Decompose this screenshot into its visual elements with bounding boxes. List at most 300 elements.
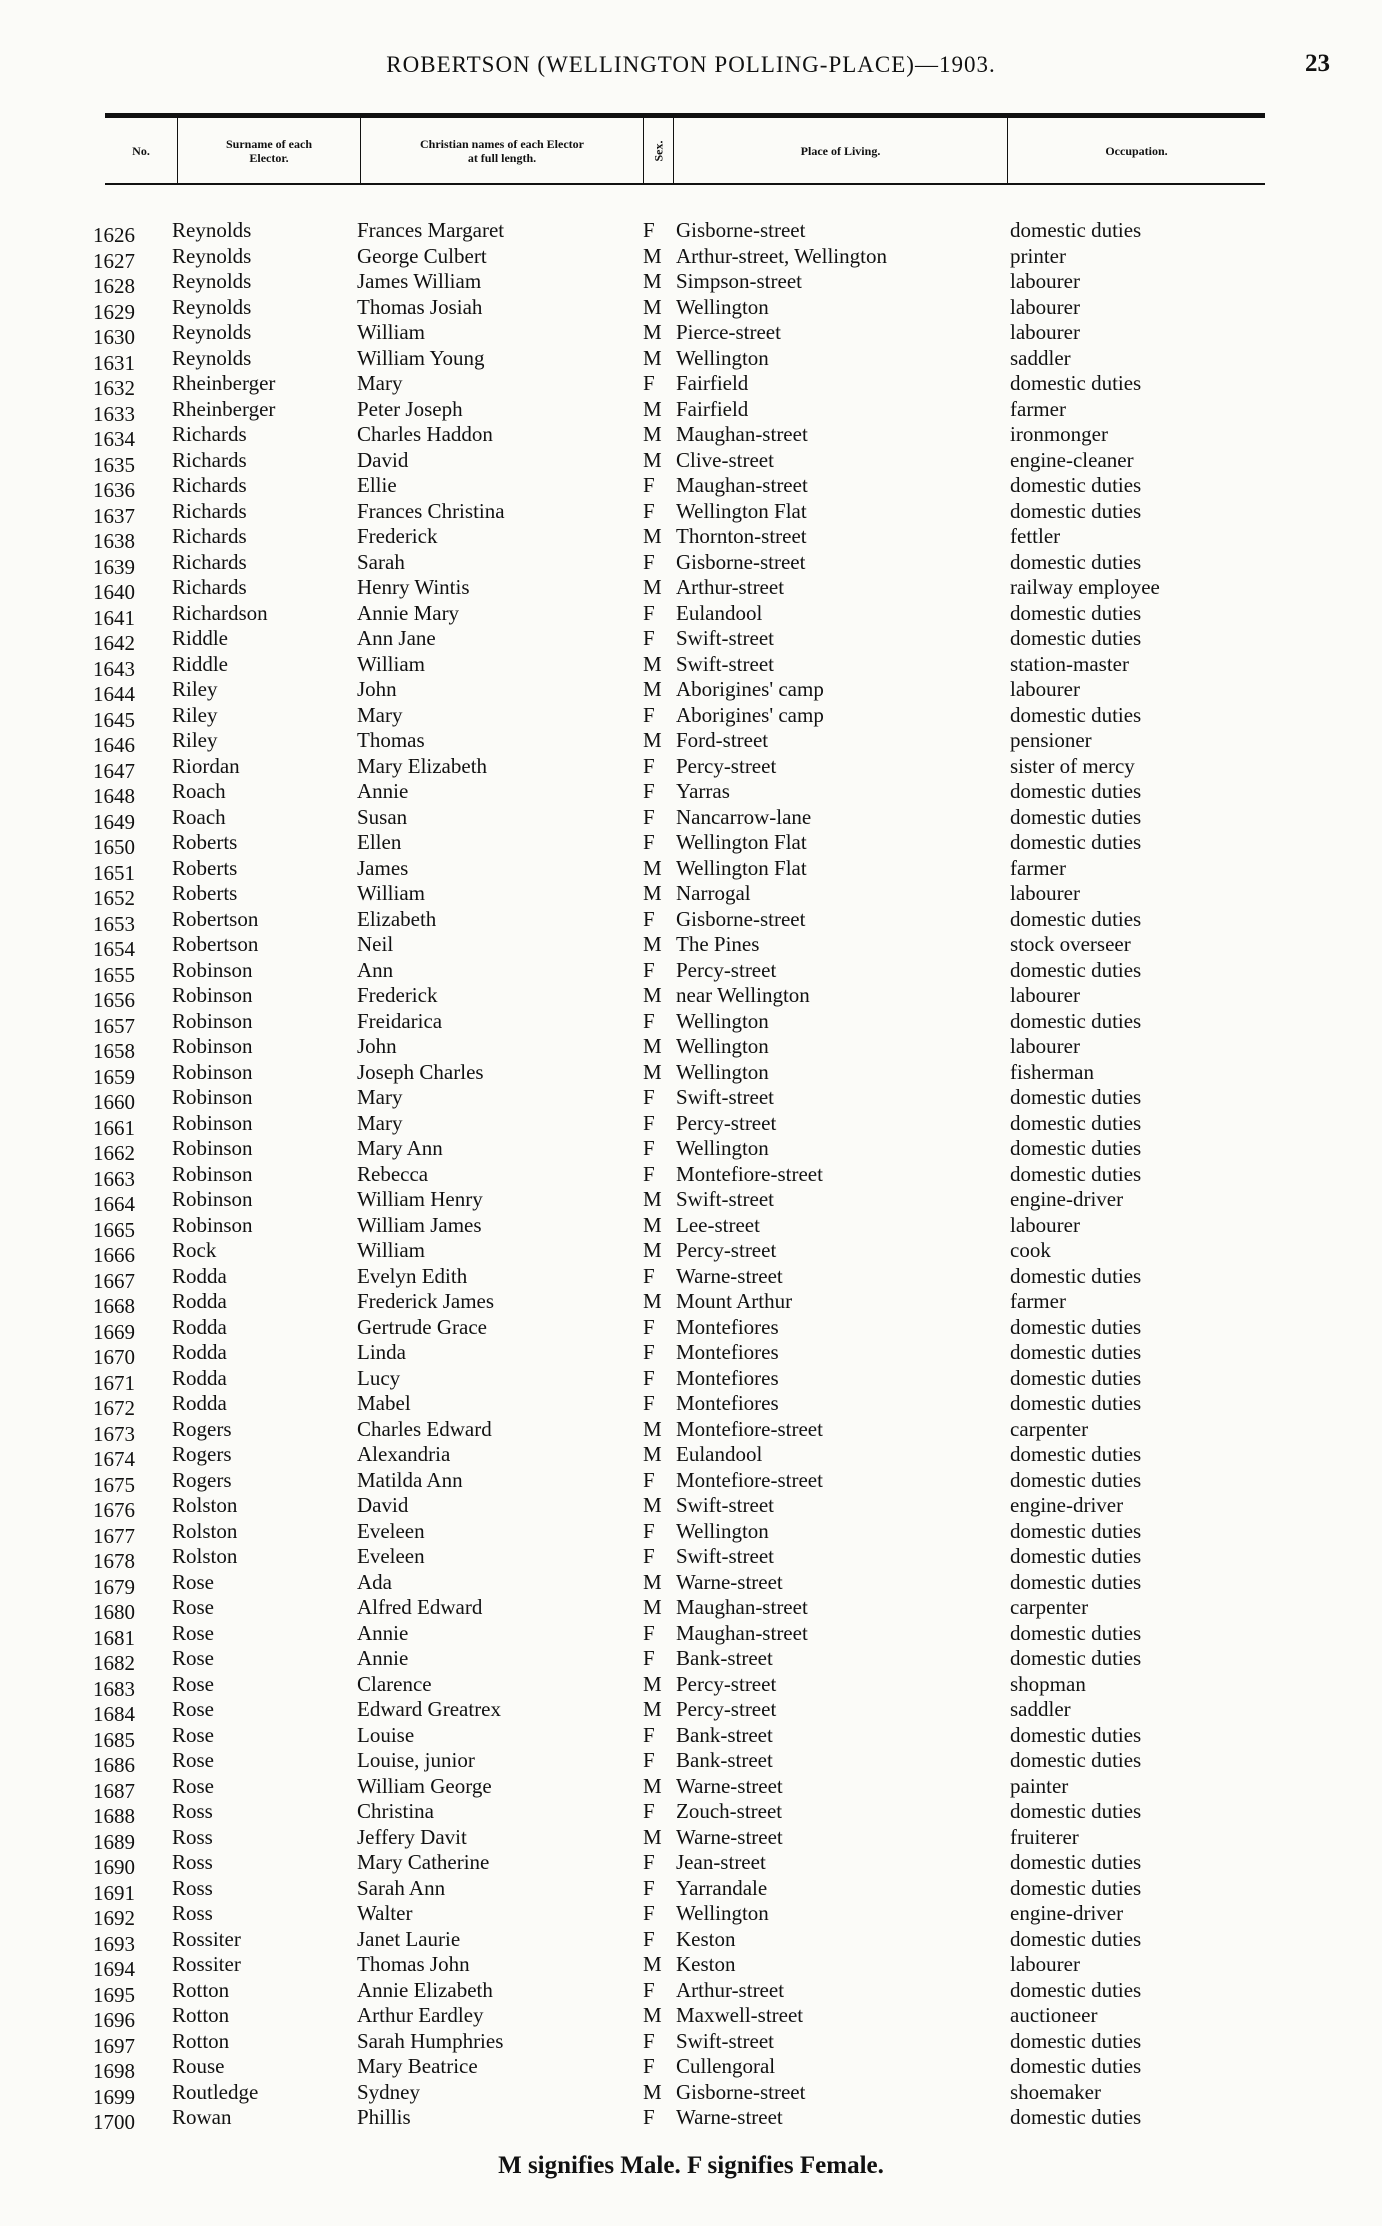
christian-names-cell: James William	[357, 269, 482, 293]
place-of-living-cell: Zouch-street	[676, 1799, 783, 1823]
elector-number-cell: 1670	[93, 1345, 135, 1369]
place-of-living-cell: Montefiores	[676, 1365, 779, 1390]
sex-cell: F	[643, 1391, 655, 1415]
occupation-cell: domestic duties	[1010, 1340, 1142, 1364]
elector-number-cell: 1669	[93, 1319, 135, 1344]
christian-names-cell: William George	[357, 1773, 492, 1798]
christian-names-cell: Frederick	[357, 983, 438, 1007]
occupation-cell: domestic duties	[1010, 1391, 1142, 1415]
sex-cell: M	[643, 1671, 662, 1696]
surname-cell: Rotton	[172, 2028, 230, 2053]
elector-number-cell: 1668	[93, 1294, 135, 1318]
christian-names-cell: Frederick	[357, 524, 438, 548]
occupation-cell: domestic duties	[1010, 498, 1142, 523]
place-of-living-cell: Montefiore-street	[676, 1467, 823, 1492]
sex-cell: M	[643, 1212, 662, 1237]
christian-names-cell: Mary Beatrice	[357, 2054, 478, 2078]
sex-cell: M	[643, 1773, 662, 1798]
surname-cell: Rogers	[172, 1467, 232, 1492]
surname-cell: Rodda	[172, 1289, 227, 1313]
place-of-living-cell: Wellington Flat	[676, 830, 807, 854]
christian-names-cell: William	[357, 320, 425, 344]
sex-cell: M	[643, 651, 662, 676]
place-of-living-cell: Maughan-street	[676, 1595, 808, 1619]
christian-names-cell: Ellen	[357, 830, 402, 854]
sex-cell: M	[643, 1034, 662, 1058]
occupation-cell: domestic duties	[1010, 1875, 1142, 1900]
place-of-living-cell: Jean-street	[676, 1850, 766, 1874]
occupation-cell: domestic duties	[1010, 1136, 1142, 1160]
christian-names-cell: Matilda Ann	[357, 1467, 463, 1492]
elector-number-cell: 1688	[93, 1804, 135, 1828]
christian-names-cell: Edward Greatrex	[357, 1697, 502, 1721]
elector-number-cell: 1628	[93, 274, 135, 298]
christian-names-cell: Peter Joseph	[357, 396, 463, 421]
elector-number-cell: 1643	[93, 656, 135, 681]
occupation-cell: engine-driver	[1010, 1901, 1124, 1925]
elector-number-cell: 1639	[93, 554, 135, 579]
surname-cell: Rogers	[172, 1416, 232, 1441]
table-row	[0, 1467, 1382, 1497]
table-row	[0, 320, 1382, 349]
elector-number-cell: 1636	[93, 478, 135, 502]
place-of-living-cell: Simpson-street	[676, 269, 802, 293]
surname-cell: Reynolds	[172, 294, 252, 319]
place-of-living-cell: Aborigines' camp	[676, 677, 824, 701]
christian-names-cell: Sarah Humphries	[357, 2028, 504, 2053]
christian-names-cell: Susan	[357, 804, 408, 829]
sex-cell: F	[643, 1875, 655, 1900]
sex-cell: M	[643, 1697, 662, 1721]
sex-cell: F	[643, 1901, 655, 1925]
occupation-cell: farmer	[1010, 396, 1066, 421]
christian-names-cell: William	[357, 881, 425, 905]
christian-names-cell: Mary Ann	[357, 1136, 443, 1160]
table-row	[0, 1034, 1382, 1063]
christian-names-cell: Sarah	[357, 549, 405, 574]
table-row	[0, 1493, 1382, 1522]
surname-cell: Rheinberger	[172, 396, 276, 421]
place-of-living-cell: Pierce-street	[676, 320, 781, 344]
christian-names-cell: Freidarica	[357, 1008, 443, 1033]
occupation-cell: pensioner	[1010, 728, 1092, 752]
elector-number-cell: 1649	[93, 809, 135, 834]
occupation-cell: domestic duties	[1010, 1518, 1142, 1543]
occupation-cell: domestic duties	[1010, 1263, 1142, 1288]
surname-cell: Robinson	[172, 1085, 253, 1109]
elector-number-cell: 1674	[93, 1447, 135, 1471]
elector-number-cell: 1642	[93, 631, 135, 655]
elector-number-cell: 1679	[93, 1574, 135, 1599]
occupation-cell: engine-driver	[1010, 1187, 1124, 1211]
surname-cell: Riley	[172, 728, 218, 752]
table-row	[0, 473, 1382, 502]
surname-cell: Robinson	[172, 1212, 253, 1237]
christian-names-cell: David	[357, 447, 409, 472]
place-of-living-cell: Swift-street	[676, 1493, 774, 1517]
sex-cell: F	[643, 2054, 655, 2078]
christian-names-cell: Mabel	[357, 1391, 411, 1415]
place-of-living-cell: Swift-street	[676, 2028, 774, 2053]
place-of-living-cell: Wellington Flat	[676, 855, 807, 880]
christian-names-cell: Charles Haddon	[357, 422, 493, 446]
sex-cell: F	[643, 498, 655, 523]
surname-cell: Ross	[172, 1850, 213, 1874]
surname-cell: Robinson	[172, 983, 253, 1007]
place-of-living-cell: Bank-street	[676, 1722, 773, 1747]
place-of-living-cell: Eulandool	[676, 600, 763, 625]
surname-cell: Rogers	[172, 1442, 232, 1466]
table-row	[0, 1110, 1382, 1140]
sex-cell: F	[643, 804, 655, 829]
elector-number-cell: 1655	[93, 962, 135, 987]
sex-cell: M	[643, 881, 662, 905]
surname-cell: Roach	[172, 804, 226, 829]
table-row	[0, 2003, 1382, 2032]
sex-cell: M	[643, 1059, 662, 1084]
occupation-cell: labourer	[1010, 294, 1080, 319]
surname-cell: Reynolds	[172, 243, 252, 268]
surname-cell: Robertson	[172, 906, 259, 931]
occupation-cell: domestic duties	[1010, 1161, 1142, 1186]
christian-names-cell: James	[357, 855, 409, 880]
sex-cell: F	[643, 2105, 655, 2129]
elector-number-cell: 1673	[93, 1421, 135, 1446]
surname-cell: Richards	[172, 549, 247, 574]
sex-cell: M	[643, 932, 662, 956]
christian-names-cell: George Culbert	[357, 243, 487, 268]
surname-cell: Richards	[172, 498, 247, 523]
table-row	[0, 957, 1382, 987]
elector-number-cell: 1681	[93, 1625, 135, 1650]
christian-names-cell: Frances Margaret	[357, 218, 505, 242]
christian-names-cell: Eveleen	[357, 1544, 425, 1568]
surname-cell: Rodda	[172, 1340, 227, 1364]
surname-cell: Rose	[172, 1722, 214, 1747]
table-row	[0, 1671, 1382, 1701]
christian-names-cell: Eveleen	[357, 1518, 425, 1543]
elector-number-cell: 1650	[93, 835, 135, 859]
occupation-cell: domestic duties	[1010, 1569, 1142, 1594]
column-header-christian: Christian names of each Elector at full length.	[361, 118, 644, 183]
sex-cell: F	[643, 549, 655, 574]
surname-cell: Rodda	[172, 1263, 227, 1288]
table-row	[0, 932, 1382, 961]
occupation-cell: domestic duties	[1010, 1110, 1142, 1135]
place-of-living-cell: Warne-street	[676, 1824, 783, 1849]
surname-cell: Roberts	[172, 855, 238, 880]
sex-cell: F	[643, 1340, 655, 1364]
place-of-living-cell: Montefiores	[676, 1340, 779, 1364]
surname-cell: Reynolds	[172, 320, 252, 344]
elector-number-cell: 1684	[93, 1702, 135, 1726]
elector-number-cell: 1672	[93, 1396, 135, 1420]
table-row	[0, 983, 1382, 1012]
surname-cell: Ross	[172, 1901, 213, 1925]
christian-names-cell: Annie Mary	[357, 600, 460, 625]
sex-cell: M	[643, 1416, 662, 1441]
sex-cell: F	[643, 371, 655, 395]
column-header-occupation: Occupation.	[1105, 143, 1168, 158]
occupation-cell: domestic duties	[1010, 1850, 1142, 1874]
table-row	[0, 830, 1382, 859]
sex-cell: F	[643, 1544, 655, 1568]
sex-cell: F	[643, 1620, 655, 1645]
elector-number-cell: 1678	[93, 1549, 135, 1573]
sex-cell: F	[643, 1799, 655, 1823]
occupation-cell: domestic duties	[1010, 1008, 1142, 1033]
place-of-living-cell: Gisborne-street	[676, 549, 806, 574]
elector-number-cell: 1652	[93, 886, 135, 910]
table-row	[0, 702, 1382, 732]
surname-cell: Riddle	[172, 651, 228, 676]
occupation-cell: painter	[1010, 1773, 1069, 1798]
occupation-cell: engine-driver	[1010, 1493, 1124, 1517]
sex-cell: F	[643, 830, 655, 854]
surname-cell: Rossiter	[172, 1926, 241, 1951]
sex-cell: M	[643, 1493, 662, 1517]
christian-names-cell: Evelyn Edith	[357, 1263, 468, 1288]
surname-cell: Robinson	[172, 1059, 253, 1084]
table-row	[0, 396, 1382, 426]
table-row	[0, 906, 1382, 936]
elector-number-cell: 1661	[93, 1115, 135, 1140]
table-row	[0, 218, 1382, 247]
elector-number-cell: 1658	[93, 1039, 135, 1063]
place-of-living-cell: Aborigines' camp	[676, 702, 824, 727]
surname-cell: Ross	[172, 1824, 213, 1849]
table-row	[0, 294, 1382, 324]
column-header-no: No.	[105, 118, 178, 183]
surname-cell: Robinson	[172, 1136, 253, 1160]
christian-names-cell: William	[357, 1238, 425, 1262]
christian-names-cell: Mary Catherine	[357, 1850, 490, 1874]
table-row	[0, 2079, 1382, 2109]
table-row	[0, 1722, 1382, 1752]
surname-cell: Rotton	[172, 2003, 230, 2027]
occupation-cell: engine-cleaner	[1010, 447, 1134, 472]
surname-cell: Robinson	[172, 1008, 253, 1033]
sex-cell: M	[643, 1952, 662, 1976]
surname-cell: Robinson	[172, 1034, 253, 1058]
occupation-cell: domestic duties	[1010, 1722, 1142, 1747]
occupation-cell: domestic duties	[1010, 1646, 1142, 1670]
occupation-cell: farmer	[1010, 1289, 1066, 1313]
sex-cell: F	[643, 1646, 655, 1670]
christian-names-cell: Joseph Charles	[357, 1059, 484, 1084]
occupation-cell: domestic duties	[1010, 906, 1142, 931]
sex-cell: F	[643, 600, 655, 625]
sex-cell: F	[643, 1467, 655, 1492]
place-of-living-cell: Wellington	[676, 1518, 769, 1543]
column-header-sex-label: Sex.	[651, 140, 666, 161]
table-row	[0, 1136, 1382, 1165]
christian-names-cell: Henry Wintis	[357, 575, 470, 599]
table-row	[0, 1952, 1382, 1981]
occupation-cell: domestic duties	[1010, 1442, 1142, 1466]
elector-number-cell: 1682	[93, 1651, 135, 1675]
surname-cell: Rolston	[172, 1493, 238, 1517]
elector-number-cell: 1685	[93, 1727, 135, 1752]
place-of-living-cell: Yarrandale	[676, 1875, 768, 1900]
place-of-living-cell: Maxwell-street	[676, 2003, 804, 2027]
place-of-living-cell: Arthur-street, Wellington	[676, 243, 887, 268]
occupation-cell: shoemaker	[1010, 2079, 1101, 2104]
elector-number-cell: 1651	[93, 860, 135, 885]
table-row	[0, 753, 1382, 783]
column-header-surname: Surname of each Elector.	[178, 118, 361, 183]
sex-cell: F	[643, 1136, 655, 1160]
surname-cell: Routledge	[172, 2079, 259, 2104]
place-of-living-cell: Swift-street	[676, 1544, 774, 1568]
surname-cell: Rodda	[172, 1365, 227, 1390]
elector-number-cell: 1696	[93, 2008, 135, 2032]
surname-cell: Reynolds	[172, 345, 252, 370]
surname-cell: Rose	[172, 1569, 214, 1594]
occupation-cell: domestic duties	[1010, 1544, 1142, 1568]
christian-names-cell: Mary Elizabeth	[357, 753, 488, 778]
place-of-living-cell: Maughan-street	[676, 473, 808, 497]
table-row	[0, 498, 1382, 528]
surname-cell: Rouse	[172, 2054, 225, 2078]
place-of-living-cell: Swift-street	[676, 626, 774, 650]
surname-cell: Robinson	[172, 1161, 253, 1186]
table-row	[0, 575, 1382, 604]
place-of-living-cell: Percy-street	[676, 1671, 777, 1696]
place-of-living-cell: Gisborne-street	[676, 2079, 806, 2104]
table-row	[0, 1161, 1382, 1191]
place-of-living-cell: Keston	[676, 1926, 736, 1951]
sex-cell: F	[643, 1161, 655, 1186]
table-row	[0, 1620, 1382, 1650]
christian-names-cell: Thomas Josiah	[357, 294, 483, 319]
table-row	[0, 1008, 1382, 1038]
occupation-cell: sister of mercy	[1010, 753, 1135, 778]
elector-number-cell: 1626	[93, 223, 135, 247]
place-of-living-cell: Warne-street	[676, 1263, 783, 1288]
surname-cell: Richards	[172, 575, 247, 599]
sex-cell: M	[643, 345, 662, 370]
place-of-living-cell: Wellington	[676, 1059, 769, 1084]
table-row	[0, 804, 1382, 834]
table-header-bottom-rule	[105, 183, 1265, 185]
elector-number-cell: 1677	[93, 1523, 135, 1548]
elector-number-cell: 1664	[93, 1192, 135, 1216]
elector-number-cell: 1693	[93, 1931, 135, 1956]
place-of-living-cell: Wellington Flat	[676, 498, 807, 523]
place-of-living-cell: Narrogal	[676, 881, 751, 905]
place-of-living-cell: Maughan-street	[676, 1620, 808, 1645]
christian-names-cell: Ann Jane	[357, 626, 436, 650]
christian-names-cell: Linda	[357, 1340, 406, 1364]
surname-cell: Rose	[172, 1595, 214, 1619]
christian-names-cell: Ada	[357, 1569, 392, 1594]
christian-names-cell: Ellie	[357, 473, 397, 497]
table-row	[0, 269, 1382, 298]
place-of-living-cell: Montefiores	[676, 1314, 779, 1339]
sex-cell: M	[643, 1238, 662, 1262]
table-row	[0, 524, 1382, 553]
table-row	[0, 1926, 1382, 1956]
table-row	[0, 345, 1382, 375]
occupation-cell: fettler	[1010, 524, 1061, 548]
place-of-living-cell: Bank-street	[676, 1646, 773, 1670]
surname-cell: Robinson	[172, 957, 253, 982]
elector-number-cell: 1697	[93, 2033, 135, 2058]
table-row	[0, 1518, 1382, 1548]
occupation-cell: auctioneer	[1010, 2003, 1098, 2027]
table-row	[0, 1799, 1382, 1828]
christian-names-cell: Thomas	[357, 728, 425, 752]
sex-cell: M	[643, 1824, 662, 1849]
sex-cell: F	[643, 779, 655, 803]
surname-cell: Rotton	[172, 1977, 230, 2002]
sex-cell: F	[643, 2028, 655, 2053]
occupation-cell: labourer	[1010, 1034, 1080, 1058]
sex-cell: F	[643, 1748, 655, 1772]
occupation-cell: domestic duties	[1010, 1799, 1142, 1823]
christian-names-cell: Mary	[357, 702, 403, 727]
elector-number-cell: 1627	[93, 248, 135, 273]
christian-names-cell: Elizabeth	[357, 906, 437, 931]
place-of-living-cell: Bank-street	[676, 1748, 773, 1772]
sex-cell: M	[643, 447, 662, 472]
elector-number-cell: 1686	[93, 1753, 135, 1777]
elector-number-cell: 1633	[93, 401, 135, 426]
christian-names-cell: Arthur Eardley	[357, 2003, 484, 2027]
occupation-cell: domestic duties	[1010, 626, 1142, 650]
place-of-living-cell: Percy-street	[676, 1110, 777, 1135]
elector-number-cell: 1676	[93, 1498, 135, 1522]
elector-number-cell: 1654	[93, 937, 135, 961]
place-of-living-cell: Clive-street	[676, 447, 774, 472]
elector-number-cell: 1690	[93, 1855, 135, 1879]
place-of-living-cell: Percy-street	[676, 753, 777, 778]
sex-cell: F	[643, 1085, 655, 1109]
christian-names-cell: Rebecca	[357, 1161, 429, 1186]
occupation-cell: domestic duties	[1010, 2028, 1142, 2053]
christian-names-cell: Walter	[357, 1901, 413, 1925]
surname-cell: Richards	[172, 473, 247, 497]
sex-cell: F	[643, 1110, 655, 1135]
elector-number-cell: 1687	[93, 1778, 135, 1803]
occupation-cell: domestic duties	[1010, 1467, 1142, 1492]
table-row	[0, 1646, 1382, 1675]
occupation-cell: carpenter	[1010, 1595, 1089, 1619]
surname-cell: Richards	[172, 447, 247, 472]
table-row	[0, 422, 1382, 451]
sex-cell: F	[643, 626, 655, 650]
table-row	[0, 1314, 1382, 1344]
occupation-cell: domestic duties	[1010, 1926, 1142, 1951]
occupation-cell: labourer	[1010, 1952, 1080, 1976]
table-row	[0, 1901, 1382, 1930]
place-of-living-cell: Warne-street	[676, 1773, 783, 1798]
elector-number-cell: 1657	[93, 1013, 135, 1038]
table-row	[0, 600, 1382, 630]
place-of-living-cell: Swift-street	[676, 1187, 774, 1211]
sex-cell: F	[643, 957, 655, 982]
christian-names-cell: Frances Christina	[357, 498, 505, 523]
table-row	[0, 1187, 1382, 1216]
surname-cell: Riley	[172, 677, 218, 701]
occupation-cell: domestic duties	[1010, 549, 1142, 574]
christian-names-cell: Alfred Edward	[357, 1595, 483, 1619]
table-row	[0, 1416, 1382, 1446]
christian-names-cell: Annie	[357, 779, 409, 803]
sex-cell: M	[643, 983, 662, 1007]
surname-cell: Rowan	[172, 2105, 232, 2129]
